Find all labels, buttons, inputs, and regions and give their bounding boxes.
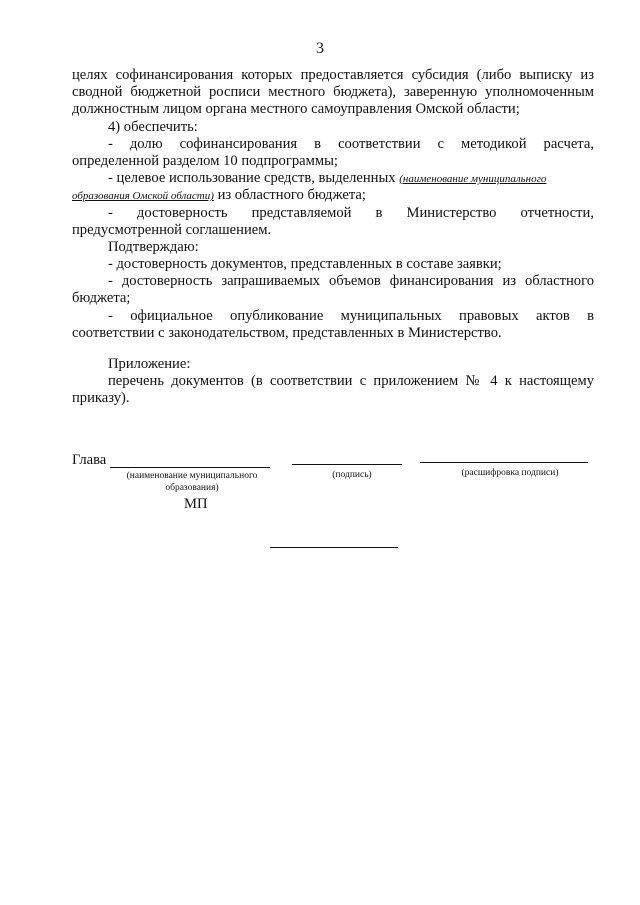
signature-block [72,452,612,522]
text-line: предусмотренной соглашением. [72,221,272,238]
text-line: должностным лицом органа местного самоуправления Омской области; [72,101,520,118]
text-line [72,187,594,204]
signatory-title: Глава [72,452,107,468]
text-line: - достоверность документов, представленных в составе заявки; [108,256,502,273]
signature-decode-line [420,462,588,463]
text-line: Приложение: [108,356,191,372]
text-line: сводной бюджетной росписи местного бюджета), заверенную уполномоченным [72,84,594,101]
text-line: - достоверность представляемой в Министерство отчетности, [108,204,594,221]
text-fragment: из областного бюджета; [213,187,366,204]
text-line: Подтверждаю: [108,238,199,255]
text-fragment: - целевое использование средств, выделенных [108,170,396,187]
text-line: приказу). [72,390,130,407]
text-line: перечень документов (в соответствии с приложением № 4 к настоящему [108,373,594,390]
page-number: 3 [316,40,324,57]
text-line: - долю софинансирования в соответствии с методикой расчета, [108,135,594,152]
text-line: - официальное опубликование муниципальных правовых актов в [108,307,594,324]
org-name-caption: (наименование муниципального образования) [126,471,258,493]
org-placeholder-cont: образования Омской области) [72,190,214,203]
org-placeholder: (наименование муниципального [399,173,547,186]
text-line: бюджета; [72,290,131,307]
signature-decode-caption: (расшифровка подписи) [461,468,559,478]
text-line: соответствии с законодательством, представленных в Министерство. [72,324,502,341]
signature-line [292,464,402,465]
text-line: - достоверность запрашиваемых объемов финансирования из областного [108,273,594,290]
text-line: определенной разделом 10 подпрограммы; [72,152,338,169]
org-name-line [110,467,270,468]
document-body [72,67,594,408]
seal-mark: МП [184,496,208,512]
signature-caption: (подпись) [332,470,372,480]
text-line [72,170,594,187]
end-divider [270,547,398,548]
text-line: целях софинансирования которых предоставляется субсидия (либо выписку из [72,67,594,83]
text-line: 4) обеспечить: [108,118,198,135]
